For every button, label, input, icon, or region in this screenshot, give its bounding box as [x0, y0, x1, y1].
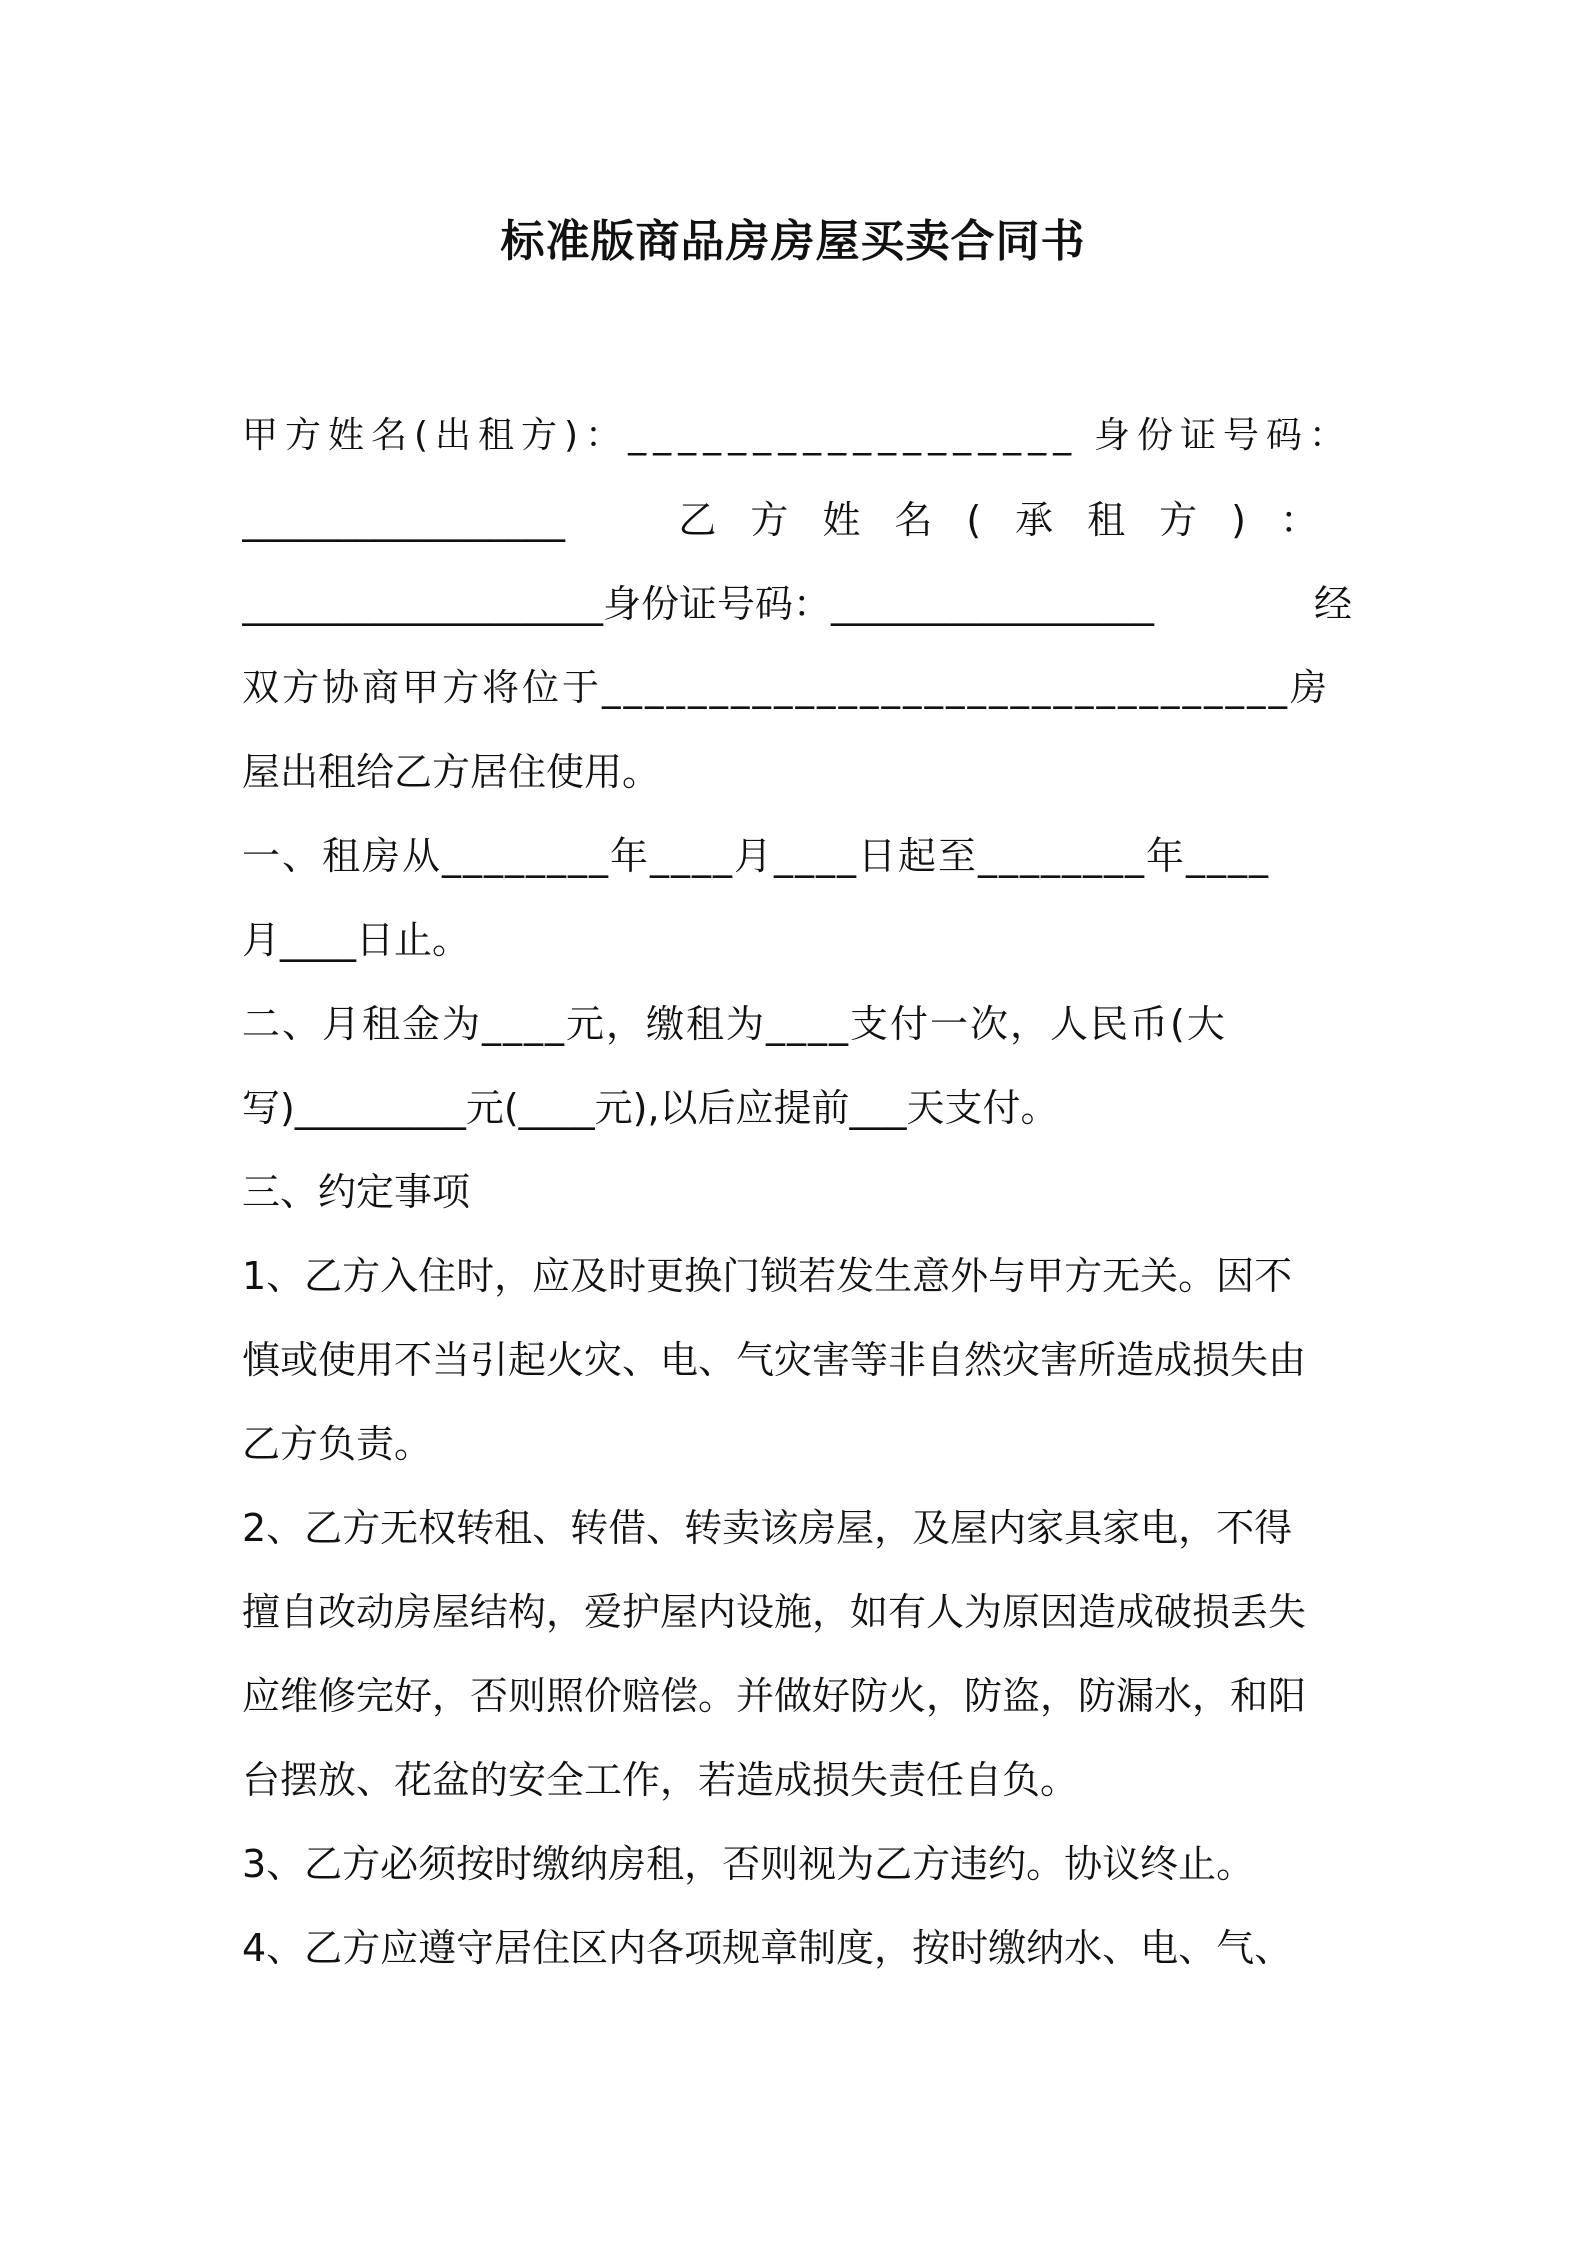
clause-1-line-3: 乙方负责。 [242, 1422, 433, 1466]
line-rent-amount: 写)_________元(____元),以后应提前___天支付。 [242, 1086, 1059, 1130]
line-rent: 二、月租金为____元，缴租为____支付一次，人民币(大 [242, 1002, 1227, 1046]
party-a-id-label: 身份证号码： [1093, 415, 1352, 456]
clause-1-line-1: 1、乙方入住时，应及时更换门锁若发生意外与甲方无关。因不 [242, 1254, 1293, 1298]
party-a-name-label: 甲方姓名(出租方)：__________________ [242, 415, 1079, 456]
clause-2-line-1: 2、乙方无权转租、转借、转卖该房屋，及屋内家具家电，不得 [242, 1506, 1293, 1550]
clause-2-line-2: 擅自改动房屋结构，爱护屋内设施，如有人为原因造成破损丢失 [242, 1590, 1307, 1634]
document-title: 标准版商品房房屋买卖合同书 [500, 216, 1086, 267]
clause-2-line-3: 应维修完好，否则照价赔偿。并做好防火，防盗，防漏水，和阳 [242, 1674, 1307, 1718]
clause-2-line-4: 台摆放、花盆的安全工作，若造成损失责任自负。 [242, 1758, 1079, 1802]
line-usage: 屋出租给乙方居住使用。 [242, 750, 661, 794]
party-b-name-label: 乙方姓名(承租方)： [678, 498, 1352, 542]
line-party-b [242, 492, 1352, 548]
clause-1-line-2: 慎或使用不当引起火灾、电、气灾害等非自然灾害所造成损失由 [242, 1338, 1307, 1382]
line-location: 双方协商甲方将位于________________________________房 [242, 666, 1330, 709]
line-term-start: 一、租房从________年____月____日起至________年____ [242, 834, 1271, 878]
party-b-id-text: ___________________身份证号码：_________________ [242, 582, 1155, 626]
line-end-char: 经 [1313, 582, 1352, 626]
line-term-end: 月____日止。 [242, 918, 471, 962]
line-party-a [242, 408, 1352, 464]
section-heading-terms: 三、约定事项 [242, 1170, 471, 1214]
clause-4-line-1: 4、乙方应遵守居住区内各项规章制度，按时缴纳水、电、气、 [242, 1926, 1293, 1970]
line-party-b-id [242, 576, 1352, 632]
party-a-id-blank: _________________ [242, 498, 565, 542]
clause-3-line-1: 3、乙方必须按时缴纳房租，否则视为乙方违约。协议终止。 [242, 1842, 1255, 1886]
